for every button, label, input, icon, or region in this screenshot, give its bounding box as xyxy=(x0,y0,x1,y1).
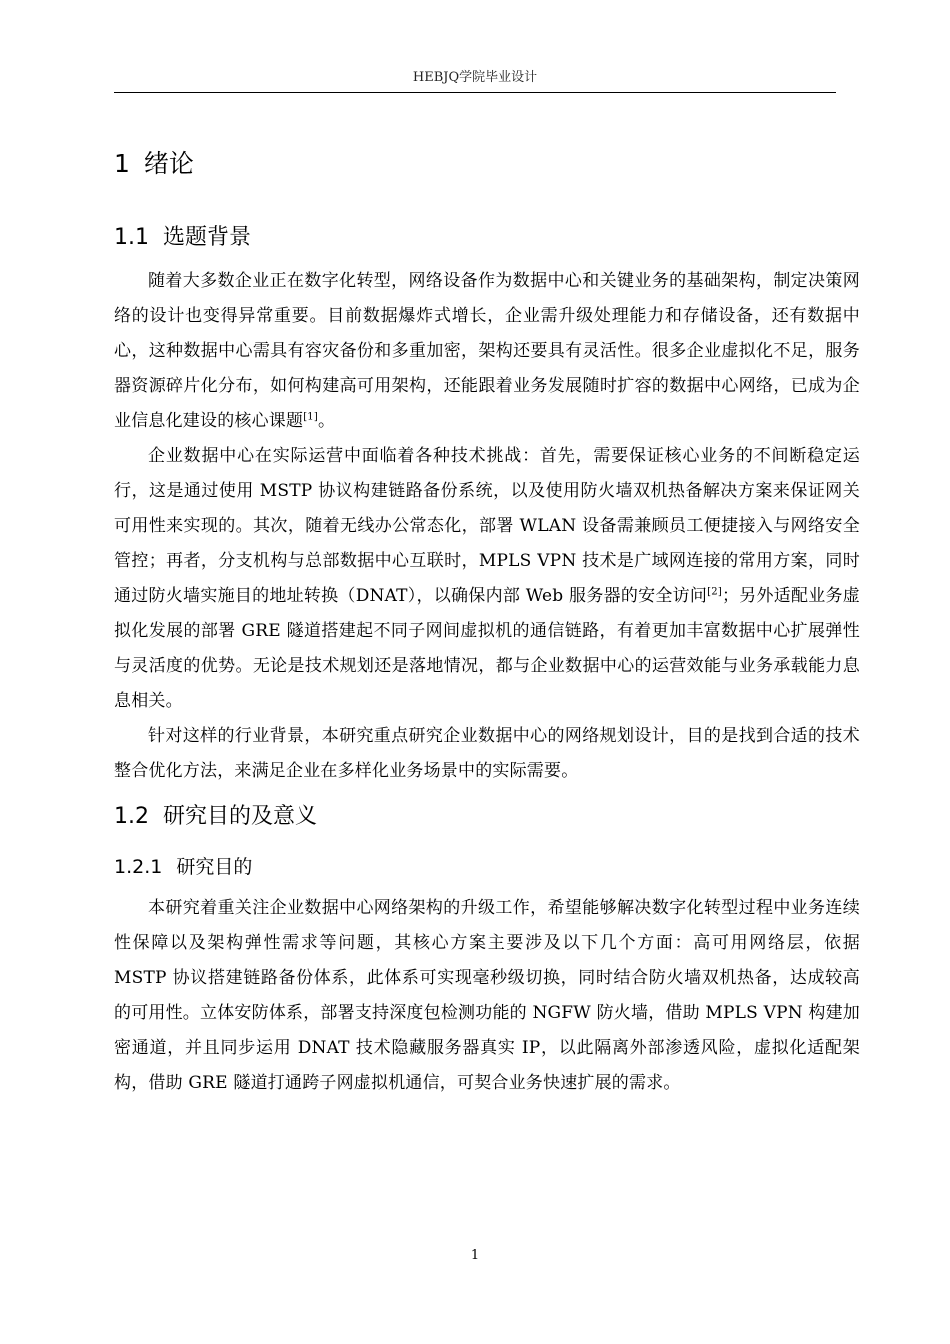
paragraph-objective-1: 本研究着重关注企业数据中心网络架构的升级工作，希望能够解决数字化转型过程中业务连续性保障以及架构弹性需求等问题，其核心方案主要涉及以下几个方面：高可用网络层，依据 MSTP 协议搭建链路备份体系，此体系可实现毫秒级切换，同时结合防火墙双机热备，达成较高的可用性。立体安防体系，部署支持深度包检测功能的 NGFW 防火墙，借助 MPLS VPN 构建加密通道，并且同步运用 DNAT 技术隐藏服务器真实 IP，以此隔离外部渗透风险，虚拟化适配架构，借助 GRE 隧道打通跨子网虚拟机通信，可契合业务快速扩展的需求。 xyxy=(114,898,860,1093)
section-heading-1-1 xyxy=(114,216,860,260)
section-number: 1.1 xyxy=(114,225,149,250)
citation-ref: [2] xyxy=(707,586,722,598)
paragraph-background-2 xyxy=(114,439,860,719)
subsection-title: 研究目的 xyxy=(176,856,253,878)
paragraph-text: 随着大多数企业正在数字化转型，网络设备作为数据中心和关键业务的基础架构，制定决策网络的设计也变得异常重要。目前数据爆炸式增长，企业需升级处理能力和存储设备，还有数据中心，这种数据中心需具有容灾备份和多重加密，架构还要具有灵活性。很多企业虚拟化不足，服务器资源碎片化分布，如何构建高可用架构，还能跟着业务发展随时扩容的数据中心网络，已成为企业信息化建设的核心课题 xyxy=(114,271,860,431)
running-header: HEBJQ学院毕业设计 xyxy=(412,70,538,85)
subsection-heading-1-2-1 xyxy=(114,847,860,887)
subsection-number: 1.2.1 xyxy=(114,856,163,878)
chapter-title: 绪论 xyxy=(143,149,194,178)
paragraph-text: 企业数据中心在实际运营中面临着各种技术挑战：首先，需要保证核心业务的不间断稳定运行，这是通过使用 MSTP 协议构建链路备份系统，以及使用防火墙双机热备解决方案来保证网关可用性来实现的。其次，随着无线办公常态化，部署 WLAN 设备需兼顾员工便捷接入与网络安全管控；再者，分支机构与总部数据中心互联时，MPLS VPN 技术是广域网连接的常用方案，同时通过防火墙实施目的地址转换（DNAT），以确保内部 Web 服务器的安全访问 xyxy=(114,446,860,606)
header-rule xyxy=(114,92,836,93)
paragraph-text-end: 。 xyxy=(317,411,336,431)
page-number: 1 xyxy=(470,1248,480,1263)
chapter-heading xyxy=(114,140,860,188)
chapter-number: 1 xyxy=(114,149,130,178)
page-content xyxy=(114,140,860,1101)
section-heading-1-2 xyxy=(114,795,860,839)
paragraph-background-3: 针对这样的行业背景，本研究重点研究企业数据中心的网络规划设计，目的是找到合适的技术整合优化方法，来满足企业在多样化业务场景中的实际需要。 xyxy=(114,726,860,781)
citation-ref: [1] xyxy=(303,411,318,423)
paragraph-text-cont: ；另外适配业务虚拟化发展的部署 GRE 隧道搭建起不同子网间虚拟机的通信链路，有着更加丰富数据中心扩展弹性与灵活度的优势。无论是技术规划还是落地情况，都与企业数据中心的运营效能与业务承载能力息息相关。 xyxy=(114,586,860,711)
section-title: 研究目的及意义 xyxy=(163,804,318,829)
section-title: 选题背景 xyxy=(163,225,252,250)
paragraph-background-1 xyxy=(114,264,860,439)
section-number: 1.2 xyxy=(114,804,149,829)
